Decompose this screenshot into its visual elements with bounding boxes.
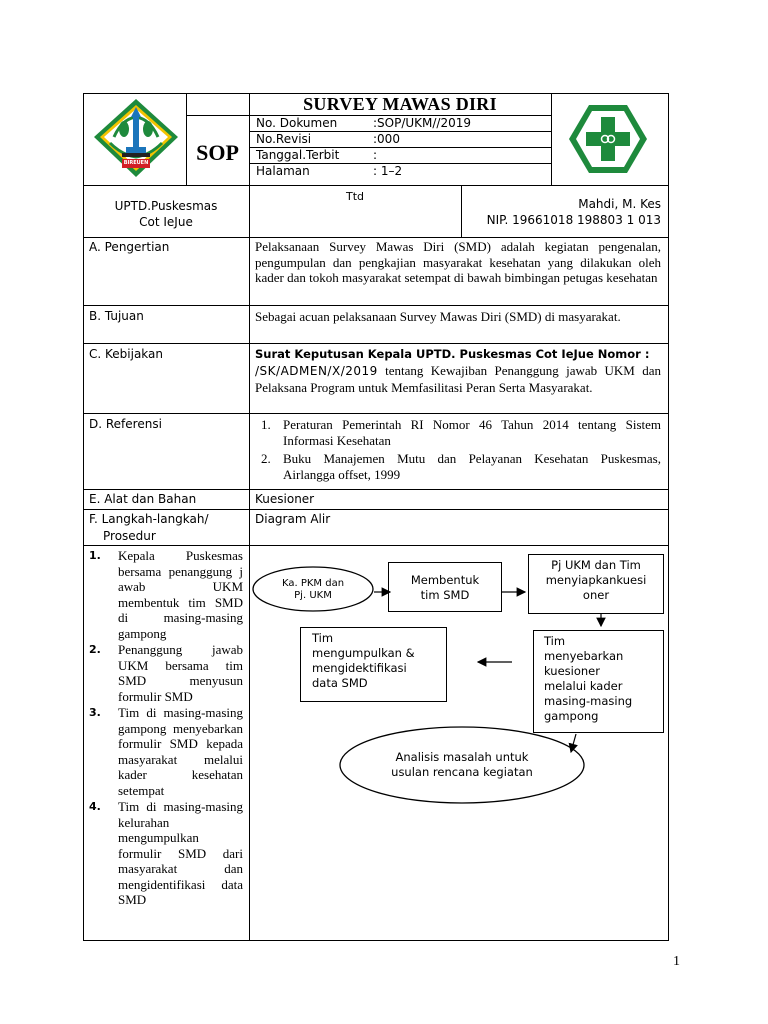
divider (83, 185, 669, 186)
unit-line: Cot IeJue (139, 215, 193, 229)
list-text: Peraturan Pemerintah RI Nomor 46 Tahun 2014 tentang Sistem Informasi Kesehatan (283, 417, 661, 448)
divider (83, 343, 669, 344)
divider (249, 545, 250, 941)
unit-line: UPTD.Puskesmas (114, 199, 218, 213)
flow-text-line: tim SMD (420, 588, 470, 602)
step-text: Tim di masing-masing gampong menyebarkan formulir SMD kepada masyarakat melalui kader kesehatan setempat (118, 705, 243, 798)
sop-label: SOP (196, 140, 239, 165)
flow-text-line: Pj. UKM (294, 590, 332, 601)
flow-text-line: oner (582, 588, 610, 602)
meta-row (256, 116, 337, 131)
signatory-nip: NIP. 19661018 198803 1 013 (486, 213, 661, 227)
flow-text-line: Tim (544, 634, 566, 648)
kebijakan-sk-title: Surat Keputusan Kepala UPTD. Puskesmas Cot IeJue Nomor : (255, 347, 650, 361)
section-text-pengertian: Pelaksanaan Survey Mawas Diri (SMD) adalah kegiatan pengenalan, pengumpulan dan pengkajian masyarakat kesehatan yang dilakukan oleh kader dan tokoh masyarakat setempat di bawah bimbingan petugas kesehatan (255, 239, 661, 285)
divider (83, 545, 669, 546)
puskesmas-logo (567, 103, 649, 175)
flow-text-line: Pj UKM dan Tim (551, 558, 641, 572)
flow-box-prepare-questionnaire (528, 554, 664, 614)
divider (83, 413, 669, 414)
section-text-kebijakan (255, 346, 661, 395)
meta-label: Halaman (256, 164, 310, 178)
list-item (85, 799, 243, 908)
divider (83, 509, 669, 510)
section-value-langkah: Diagram Alir (255, 512, 331, 526)
flow-text-line: masing-masing (544, 694, 633, 708)
flow-box-collect-data (300, 627, 447, 702)
divider (83, 489, 669, 490)
flow-box-distribute-questionnaire (533, 630, 664, 733)
label-line: Prosedur (103, 529, 156, 543)
flow-text-line: mengidektifikasi (312, 661, 407, 675)
step-number: 3. (89, 706, 101, 719)
step-text: Penanggung jawab UKM bersama tim SMD menyusun formulir SMD (118, 642, 243, 704)
flow-text-line: Analisis masalah untuk (395, 750, 529, 764)
list-text: Buku Manajemen Mutu dan Pelayanan Kesehatan Puskesmas, Airlangga offset, 1999 (283, 451, 661, 482)
divider (83, 305, 669, 306)
list-item (85, 548, 243, 641)
list-item (255, 451, 661, 482)
kebijakan-body (255, 363, 661, 395)
divider (83, 237, 669, 238)
flow-text-line: melalui kader (544, 679, 623, 693)
unit-name (83, 198, 249, 230)
flow-text-line: Membentuk (410, 573, 480, 587)
meta-value: :000 (373, 132, 400, 146)
document-title: SURVEY MAWAS DIRI (303, 94, 497, 114)
meta-label: No. Dokumen (256, 116, 338, 130)
step-number: 4. (89, 800, 101, 813)
section-label-alat: E. Alat dan Bahan (89, 492, 197, 506)
divider (186, 115, 551, 116)
step-text: Kepala Puskesmas bersama penanggung j awab UKM membentuk tim SMD di masing-masing gampong (118, 548, 243, 641)
kebijakan-sk-number: /SK/ADMEN/X/2019 (255, 364, 378, 378)
section-value-alat: Kuesioner (255, 492, 315, 506)
section-text-tujuan: Sebagai acuan pelaksanaan Survey Mawas Diri (SMD) di masyarakat. (255, 309, 621, 324)
section-label-kebijakan: C. Kebijakan (89, 347, 163, 361)
meta-label: No.Revisi (256, 132, 312, 146)
meta-value: : 1–2 (373, 164, 403, 178)
list-number: 1. (261, 417, 271, 432)
page-number: 1 (673, 954, 680, 969)
flow-box-form-team (388, 562, 502, 612)
bireuen-logo (92, 97, 180, 179)
procedure-steps (85, 548, 243, 909)
step-number: 2. (89, 643, 101, 656)
flow-text-line: kuesioner (544, 664, 600, 678)
step-number: 1. (89, 549, 101, 562)
referensi-list (255, 417, 661, 482)
divider (249, 93, 250, 551)
flow-text-line: Ka. PKM dan (281, 578, 345, 589)
flow-text-line: usulan rencana kegiatan (391, 765, 533, 779)
section-label-tujuan: B. Tujuan (89, 309, 144, 323)
meta-value: :SOP/UKM//2019 (373, 116, 472, 130)
divider (551, 93, 552, 185)
section-label-pengertian: A. Pengertian (89, 240, 170, 254)
list-item (85, 705, 243, 798)
flow-text-line: Tim (312, 631, 334, 645)
flow-end-text (360, 750, 564, 780)
kebijakan-text: tentang Kewajiban Penanggung jawab UKM dan Pelaksana Program untuk Memfasilitasi Peran Serta Masyarakat. (255, 363, 661, 395)
list-item (255, 417, 661, 448)
ttd-label: Ttd (345, 190, 364, 203)
flow-text-line: menyebarkan (544, 649, 624, 663)
list-number: 2. (261, 451, 271, 466)
list-item (85, 642, 243, 704)
divider (186, 93, 187, 185)
flow-text-line: menyiapkankuesi (545, 573, 647, 587)
flow-text-line: mengumpulkan & (312, 646, 415, 660)
signatory-name: Mahdi, M. Kes (578, 197, 661, 211)
section-label-langkah (89, 511, 209, 545)
step-text: Tim di masing-masing kelurahan mengumpulkan formulir SMD dari masyarakat dan mengidentifikasi data SMD (118, 799, 243, 907)
section-label-referensi: D. Referensi (89, 417, 162, 431)
logo-banner-text: BIREUEN (123, 160, 149, 166)
meta-label: Tanggal.Terbit (256, 148, 340, 162)
divider (461, 185, 462, 237)
label-line: F. Langkah-langkah/ (89, 512, 209, 526)
meta-value: : (373, 148, 378, 162)
flow-text-line: gampong (544, 709, 599, 723)
flow-text-line: data SMD (312, 676, 368, 690)
flow-start-text (256, 578, 370, 602)
